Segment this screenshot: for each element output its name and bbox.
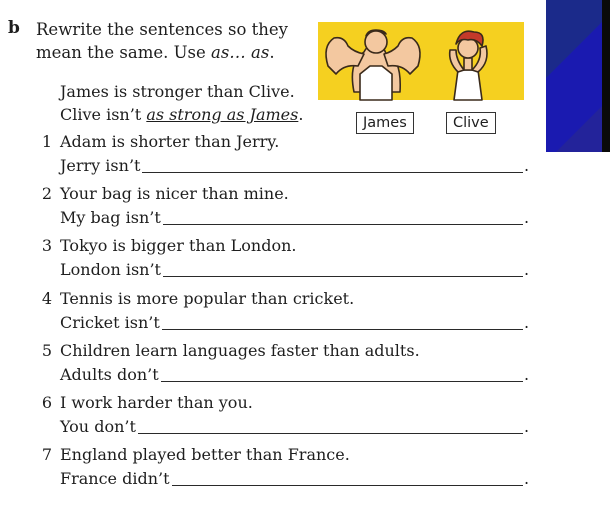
item-number: 6 — [41, 393, 52, 412]
item-prompt: Cricket isn’t — [60, 312, 160, 332]
example-answer-line — [60, 103, 303, 126]
answer-blank[interactable] — [163, 224, 523, 225]
item-sentence: England played better than France. — [60, 445, 350, 465]
item-period: . — [524, 417, 530, 436]
item-prompt: My bag isn’t — [60, 208, 161, 228]
answer-blank[interactable] — [163, 276, 523, 277]
item-number: 3 — [41, 236, 52, 256]
item-number: 7 — [41, 445, 52, 465]
example-prompt: Clive isn’t — [60, 105, 147, 124]
answer-blank[interactable] — [142, 172, 523, 173]
item-sentence: Adam is shorter than Jerry. — [60, 132, 280, 151]
item-period: . — [524, 469, 530, 489]
item-prompt: You don’t — [60, 417, 136, 436]
instruction-text: mean the same. Use — [36, 43, 211, 62]
item-period: . — [524, 260, 530, 280]
answer-blank[interactable] — [138, 433, 523, 434]
item-period: . — [524, 208, 530, 228]
item-prompt: London isn’t — [60, 260, 161, 280]
illustration — [318, 22, 524, 130]
item-period: . — [524, 312, 530, 332]
item-number: 1 — [41, 132, 52, 151]
item-number: 4 — [41, 288, 52, 308]
item-sentence: Your bag is nicer than mine. — [60, 184, 289, 204]
instruction-period: . — [269, 43, 275, 62]
label-clive: Clive — [446, 112, 496, 134]
instruction-emphasis: as… as — [210, 43, 270, 62]
item-prompt: France didn’t — [60, 469, 170, 489]
exercise-instruction — [36, 18, 288, 64]
example-sentence: James is stronger than Clive. — [60, 82, 295, 101]
item-prompt: Adults don’t — [60, 364, 159, 384]
example-answer: as strong as James — [146, 105, 299, 124]
item-sentence: Tokyo is bigger than London. — [60, 236, 297, 256]
answer-blank[interactable] — [162, 329, 523, 330]
instruction-line-1: Rewrite the sentences so they — [36, 20, 288, 39]
example-period: . — [298, 105, 304, 124]
item-period: . — [524, 364, 530, 384]
answer-blank[interactable] — [172, 485, 523, 486]
page-edge-decoration — [546, 0, 610, 152]
page-edge-art — [546, 0, 610, 152]
answer-blank[interactable] — [161, 381, 523, 382]
instruction-line-2 — [36, 41, 288, 64]
item-number: 2 — [41, 184, 52, 204]
item-period: . — [524, 156, 530, 175]
item-sentence: Tennis is more popular than cricket. — [60, 288, 355, 308]
example-block — [60, 80, 303, 126]
exercise-letter: b — [8, 18, 20, 38]
item-prompt: Jerry isn’t — [60, 156, 141, 175]
item-sentence: Children learn languages faster than adults. — [60, 340, 420, 360]
label-james: James — [356, 112, 414, 134]
item-sentence: I work harder than you. — [60, 393, 253, 412]
item-number: 5 — [41, 340, 52, 360]
